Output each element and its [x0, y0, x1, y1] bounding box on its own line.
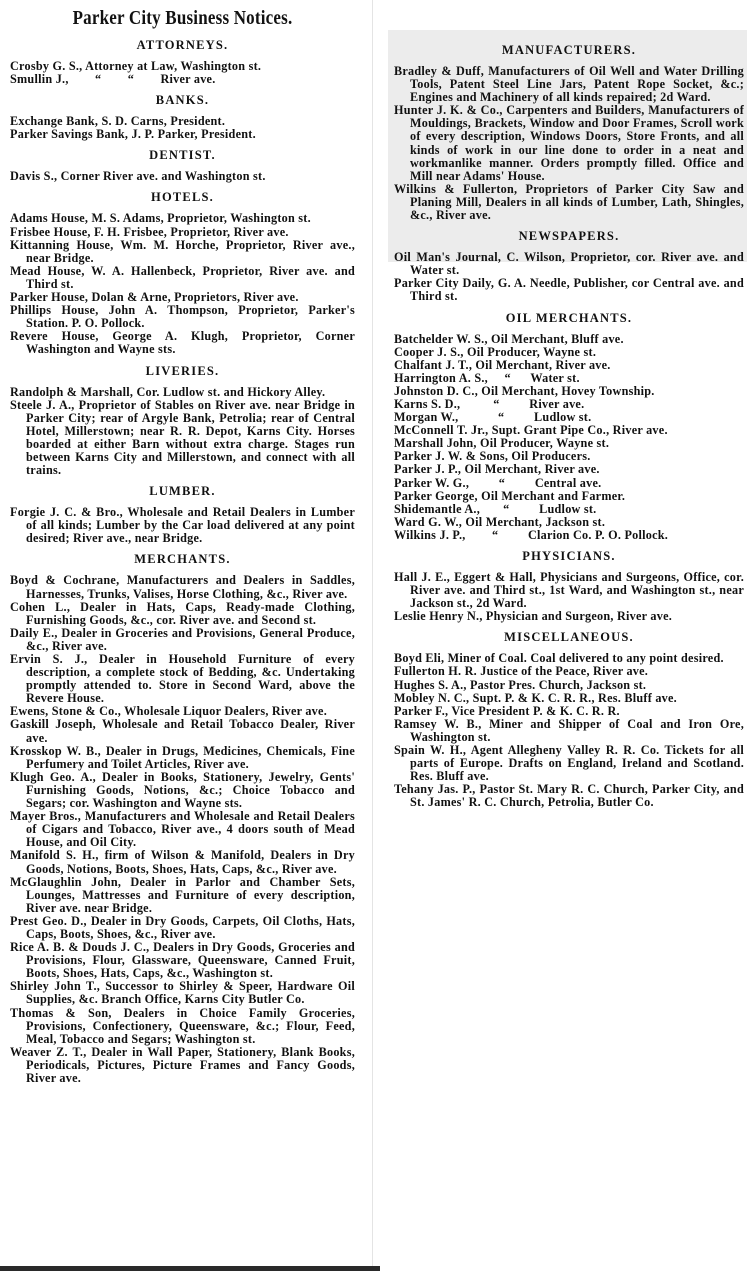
- listing-entry: Boyd Eli, Miner of Coal. Coal delivered to any point desired.: [394, 651, 724, 666]
- listing-entry: McConnell T. Jr., Supt. Grant Pipe Co., River ave.: [394, 423, 668, 438]
- section-hotels: [10, 190, 355, 356]
- listing-entry: Wilkins & Fullerton, Proprietors of Parker City Saw and Planing Mill, Dealers in all kinds of Lumber, Lath, Shingles, &c., River ave.: [394, 181, 744, 223]
- listing-entry: Weaver Z. T., Dealer in Wall Paper, Stationery, Blank Books, Periodicals, Pictures, Picture Frames and Fancy Goods, River ave.: [10, 1044, 355, 1085]
- listing-entry: Steele J. A., Proprietor of Stables on River ave. near Bridge in Parker City; rear of Argyle Bank, Petrolia; rear of Central Hotel, Millerstown; near R. R. Depot, Karns City. Horses boarded at either Barn without extra charge. Stages run between Karns City and Millerstown, and connect with all trains.: [10, 397, 355, 478]
- listing-entry: Krosskop W. B., Dealer in Drugs, Medicines, Chemicals, Fine Perfumery and Toilet Articles, River ave.: [10, 743, 355, 771]
- listing-entry: Shidemantle A., “ Ludlow st.: [394, 501, 597, 516]
- listing-entry: Mobley N. C., Supt. P. & K. C. R. R., Res. Bluff ave.: [394, 690, 677, 705]
- listing-entry: Mead House, W. A. Hallenbeck, Proprietor, River ave. and Third st.: [10, 263, 355, 291]
- section-heading: NEWSPAPERS.: [518, 229, 620, 244]
- section-miscellaneous: [394, 630, 744, 809]
- page-title: Parker City Business Notices.: [72, 6, 293, 29]
- section-oil-merchants: [394, 311, 744, 543]
- listing-entry: Parker F., Vice President P. & K. C. R. R.: [394, 703, 620, 718]
- left-sections: [10, 38, 355, 1085]
- listing-entry: Manifold S. H., firm of Wilson & Manifold, Dealers in Dry Goods, Notions, Boots, Shoes, Hats, Caps, &c., River ave.: [10, 848, 355, 876]
- listing-entry: Forgie J. C. & Bro., Wholesale and Retail Dealers in Lumber of all kinds; Lumber by the Car load delivered at any point desired; River ave., near Bridge.: [10, 505, 355, 546]
- listing-entry: Kittanning House, Wm. M. Horche, Proprietor, River ave., near Bridge.: [10, 237, 355, 265]
- section-heading: OIL MERCHANTS.: [505, 310, 633, 325]
- listing-entry: Cooper J. S., Oil Producer, Wayne st.: [394, 344, 597, 359]
- section-heading: MANUFACTURERS.: [501, 43, 637, 57]
- listing-entry: Batchelder W. S., Oil Merchant, Bluff ave.: [394, 331, 624, 346]
- listing-entry: Ewens, Stone & Co., Wholesale Liquor Dealers, River ave.: [10, 704, 327, 719]
- listing-entry: Thomas & Son, Dealers in Choice Family Groceries, Provisions, Confectionery, Queensware, &c.; Flour, Feed, Meal, Tobacco and Segars; Washington st.: [10, 1005, 355, 1046]
- listing-entry: Fullerton H. R. Justice of the Peace, River ave.: [394, 664, 649, 679]
- section-heading: MISCELLANEOUS.: [504, 630, 634, 645]
- listing-entry: Klugh Geo. A., Dealer in Books, Stationery, Jewelry, Gents' Furnishing Goods, Notions, &c.; Choice Tobacco and Segars; cor. Washington and Wayne sts.: [10, 769, 355, 811]
- section-heading: LIVERIES.: [145, 363, 220, 378]
- listing-entry: Davis S., Corner River ave. and Washington st.: [10, 169, 266, 184]
- listing-entry: Cohen L., Dealer in Hats, Caps, Ready-made Clothing, Furnishing Goods, &c., cor. River ave. and Second st.: [10, 599, 355, 627]
- listing-entry: Marshall John, Oil Producer, Wayne st.: [394, 436, 610, 451]
- listing-entry: Wilkins J. P., “ Clarion Co. P. O. Pollock.: [394, 527, 669, 542]
- section-heading: HOTELS.: [151, 190, 214, 205]
- section-banks: [10, 93, 355, 141]
- section-heading: LUMBER.: [149, 484, 216, 499]
- left-column: [10, 6, 355, 1085]
- scan-edge: [0, 1266, 380, 1271]
- listing-entry: Prest Geo. D., Dealer in Dry Goods, Carpets, Oil Cloths, Hats, Caps, Boots, Shoes, &c., River ave.: [10, 913, 355, 941]
- section-heading: BANKS.: [155, 93, 210, 108]
- listing-entry: Oil Man's Journal, C. Wilson, Proprietor, cor. River ave. and Water st.: [394, 250, 744, 278]
- section-heading: MERCHANTS.: [134, 552, 231, 567]
- listing-entry: Parker J. P., Oil Merchant, River ave.: [394, 462, 600, 477]
- listing-entry: Leslie Henry N., Physician and Surgeon, River ave.: [394, 609, 673, 624]
- listing-entry: Adams House, M. S. Adams, Proprietor, Washington st.: [10, 211, 311, 226]
- listing-entry: Parker Savings Bank, J. P. Parker, President.: [10, 127, 256, 142]
- section-physicians: [394, 549, 744, 623]
- listing-entry: Spain W. H., Agent Allegheny Valley R. R. Co. Tickets for all parts of Europe. Drafts on England, Ireland and Scotland. Res. Bluff ave.: [394, 743, 744, 784]
- section-heading: DENTIST.: [149, 148, 216, 163]
- column-divider: [372, 0, 373, 1271]
- listing-entry: Parker House, Dolan & Arne, Proprietors, River ave.: [10, 290, 299, 305]
- listing-entry: Rice A. B. & Douds J. C., Dealers in Dry Goods, Groceries and Provisions, Flour, Glassware, Queensware, Canned Fruit, Boots, Shoes, Hats, Caps, &c., Washington st.: [10, 940, 355, 981]
- listing-entry: Crosby G. S., Attorney at Law, Washington st.: [10, 59, 262, 73]
- listing-entry: Morgan W., “ Ludlow st.: [394, 410, 592, 425]
- section-newspapers: [394, 229, 744, 303]
- section-heading: ATTORNEYS.: [136, 38, 229, 52]
- listing-entry: Parker J. W. & Sons, Oil Producers.: [394, 449, 591, 464]
- listing-entry: Gaskill Joseph, Wholesale and Retail Tobacco Dealer, River ave.: [10, 717, 355, 745]
- listing-entry: Karns S. D., “ River ave.: [394, 396, 585, 411]
- listing-entry: Hughes S. A., Pastor Pres. Church, Jackson st.: [394, 677, 647, 692]
- listing-entry: McGlaughlin John, Dealer in Parlor and Chamber Sets, Lounges, Mattresses and Furniture of every description, River ave. near Bridge.: [10, 874, 355, 915]
- listing-entry: Ward G. W., Oil Merchant, Jackson st.: [394, 514, 606, 529]
- listing-entry: Randolph & Marshall, Cor. Ludlow st. and Hickory Alley.: [10, 384, 326, 399]
- listing-entry: Parker City Daily, G. A. Needle, Publisher, cor Central ave. and Third st.: [394, 276, 744, 304]
- listing-entry: Smullin J., “ “ River ave.: [10, 72, 216, 87]
- section-manufacturers: [394, 43, 744, 222]
- listing-entry: Shirley John T., Successor to Shirley & Speer, Hardware Oil Supplies, &c. Branch Office, Karns City Butler Co.: [10, 979, 355, 1007]
- section-merchants: [10, 552, 355, 1085]
- section-lumber: [10, 484, 355, 545]
- section-dentist: [10, 148, 355, 183]
- listing-entry: Bradley & Duff, Manufacturers of Oil Well and Water Drilling Tools, Patent Steel Line Jars, Patent Rope Socket, &c.; Engines and Machinery of all kinds repaired; 2d Ward.: [394, 64, 744, 105]
- listing-entry: Exchange Bank, S. D. Carns, President.: [10, 114, 226, 129]
- listing-entry: Ervin S. J., Dealer in Household Furniture of every description, a complete stock of Bedding, &c. Undertaking promptly attended to. Store in Second Ward, above the Revere House.: [10, 652, 355, 706]
- right-sections: [394, 43, 744, 810]
- section-liveries: [10, 364, 355, 478]
- section-heading: PHYSICIANS.: [522, 549, 616, 563]
- right-column: [394, 36, 744, 810]
- listing-entry: Parker W. G., “ Central ave.: [394, 475, 602, 490]
- listing-entry: Frisbee House, F. H. Frisbee, Proprietor, River ave.: [10, 224, 289, 239]
- listing-entry: Harrington A. S., “ Water st.: [394, 370, 580, 385]
- listing-entry: Parker George, Oil Merchant and Farmer.: [394, 488, 626, 503]
- listing-entry: Boyd & Cochrane, Manufacturers and Dealers in Saddles, Harnesses, Trunks, Valises, Horse Clothing, &c., River ave.: [10, 573, 355, 601]
- listing-entry: Revere House, George A. Klugh, Proprietor, Corner Washington and Wayne sts.: [10, 329, 355, 357]
- section-attorneys: [10, 38, 355, 86]
- listing-entry: Hall J. E., Eggert & Hall, Physicians and Surgeons, Office, cor. River ave. and Third st., 1st Ward, and Washington st., near Jackson st., 2d Ward.: [394, 570, 744, 611]
- listing-entry: Ramsey W. B., Miner and Shipper of Coal and Iron Ore, Washington st.: [394, 716, 744, 744]
- listing-entry: Hunter J. K. & Co., Carpenters and Builders, Manufacturers of Mouldings, Brackets, Window and Door Frames, Scroll work of every description, Windows Doors, Store Fronts, and all kinds of work in our line done to order in a neat and workmanlike manner. Orders promptly filled. Office and Mill near Adams' House.: [394, 103, 744, 183]
- listing-entry: Johnston D. C., Oil Merchant, Hovey Township.: [394, 383, 655, 398]
- listing-entry: Tehany Jas. P., Pastor St. Mary R. C. Church, Parker City, and St. James' R. C. Church, Petrolia, Butler Co.: [394, 782, 744, 810]
- listing-entry: Mayer Bros., Manufacturers and Wholesale and Retail Dealers of Cigars and Tobacco, River ave., 4 doors south of Mead House, and Oil City.: [10, 809, 355, 850]
- listing-entry: Chalfant J. T., Oil Merchant, River ave.: [394, 357, 611, 372]
- listing-entry: Daily E., Dealer in Groceries and Provisions, General Produce, &c., River ave.: [10, 625, 355, 653]
- listing-entry: Phillips House, John A. Thompson, Proprietor, Parker's Station. P. O. Pollock.: [10, 303, 355, 331]
